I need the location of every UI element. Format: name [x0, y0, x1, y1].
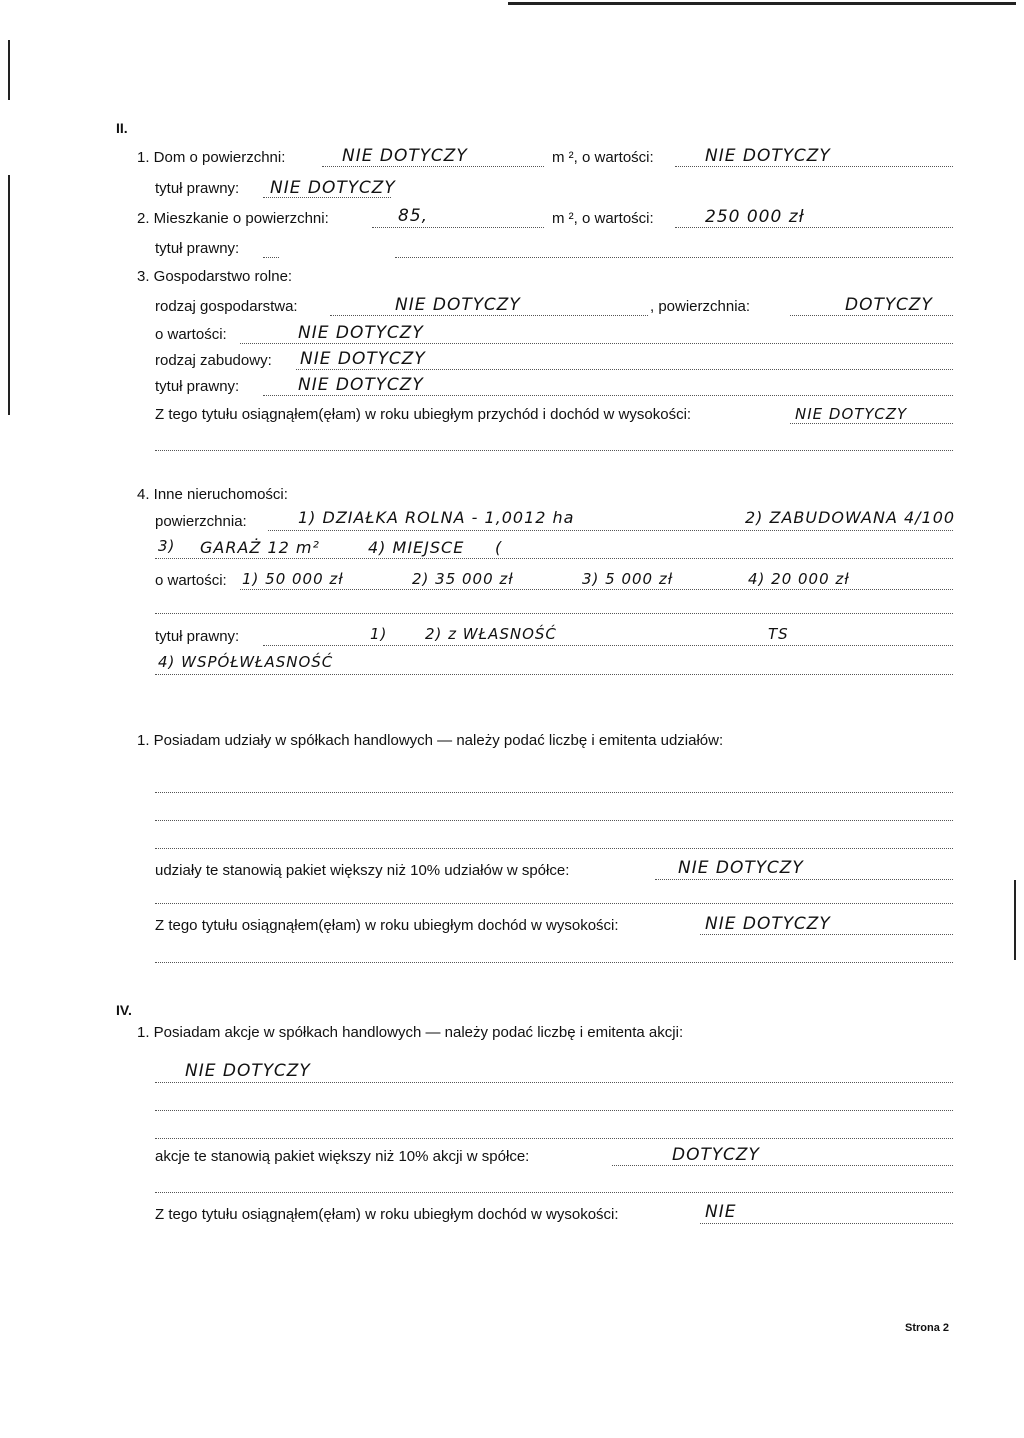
m2-label: m ², o wartości:	[552, 210, 654, 227]
dom-label: 1. Dom o powierzchni:	[137, 149, 286, 166]
wartosc-label: o wartości:	[155, 572, 227, 589]
page-number: Strona 2	[905, 1322, 950, 1334]
dom-wartosc-value: NIE DOTYCZY	[705, 146, 831, 166]
dom-powierzchnia-value: NIE DOTYCZY	[342, 146, 468, 166]
inne-wartosc-4: 4) 20 000 zł	[748, 570, 850, 588]
fill-line	[155, 962, 953, 963]
m2-label: m ², o wartości:	[552, 149, 654, 166]
powierzchnia-label: powierzchnia:	[155, 513, 247, 530]
fill-line	[268, 530, 953, 531]
powierzchnia-label: , powierzchnia:	[650, 298, 751, 315]
fill-line	[322, 166, 544, 167]
fill-line	[263, 395, 953, 396]
scan-edge-left	[8, 175, 10, 415]
fill-line	[155, 848, 953, 849]
inne-line2-prefix: 3)	[158, 537, 176, 555]
udzialy-dochod-value: NIE DOTYCZY	[705, 914, 831, 934]
fill-line	[240, 343, 953, 344]
inne-tytul-3: TS	[768, 625, 789, 643]
fill-line	[612, 1165, 953, 1166]
scan-edge-left	[8, 40, 10, 100]
fill-line	[675, 166, 953, 167]
dochod-label: Z tego tytułu osiągnąłem(ęłam) w roku ubiegłym przychód i dochód w wysokości:	[155, 406, 692, 423]
gospodarstwo-label: 3. Gospodarstwo rolne:	[137, 268, 293, 285]
inne-wartosc-1: 1) 50 000 zł	[242, 570, 344, 588]
gospodarstwo-tytul-value: NIE DOTYCZY	[298, 375, 424, 395]
rodzaj-gospodarstwa-value: NIE DOTYCZY	[395, 295, 521, 315]
scan-edge-right	[1014, 880, 1016, 960]
mieszkanie-wartosc-value: 250 000 zł	[705, 207, 805, 227]
fill-line	[155, 1138, 953, 1139]
inne-tytul-2: 2) z WŁASNOŚĆ	[425, 625, 557, 643]
gospodarstwo-wartosc-value: NIE DOTYCZY	[298, 323, 424, 343]
fill-line	[155, 792, 953, 793]
section-label-iv: IV.	[116, 1002, 132, 1018]
fill-line	[155, 450, 953, 451]
wartosc-label: o wartości:	[155, 326, 227, 343]
fill-line	[155, 1110, 953, 1111]
fill-line	[372, 227, 544, 228]
inne-miejsce-suffix: (	[495, 538, 503, 557]
akcje-value: NIE DOTYCZY	[185, 1061, 311, 1081]
akcje-pakiet-value: DOTYCZY	[672, 1145, 760, 1165]
inne-garaz-value: GARAŻ 12 m²	[200, 538, 320, 557]
fill-line	[263, 645, 953, 646]
fill-line	[296, 369, 953, 370]
tytul-label: tytuł prawny:	[155, 240, 240, 257]
fill-line	[790, 315, 953, 316]
dom-tytul-value: NIE DOTYCZY	[270, 178, 396, 198]
rodzaj-zabudowy-value: NIE DOTYCZY	[300, 349, 426, 369]
fill-line	[240, 589, 953, 590]
inne-wartosc-2: 2) 35 000 zł	[412, 570, 514, 588]
fill-line	[155, 613, 953, 614]
gospodarstwo-dochod-value: NIE DOTYCZY	[795, 405, 908, 423]
fill-line	[155, 674, 953, 675]
fill-line	[155, 1082, 953, 1083]
udzialy-pakiet-value: NIE DOTYCZY	[678, 858, 804, 878]
rodzaj-gospodarstwa-label: rodzaj gospodarstwa:	[155, 298, 298, 315]
fill-line	[155, 558, 953, 559]
fill-line	[700, 1223, 953, 1224]
akcje-label: 1. Posiadam akcje w spółkach handlowych — należy podać liczbę i emitenta akcji:	[137, 1024, 684, 1041]
tytul-label: tytuł prawny:	[155, 180, 240, 197]
mieszkanie-powierzchnia-value: 85,	[398, 206, 429, 226]
inne-powierzchnia-value-1: 1) DZIAŁKA ROLNA - 1,0012 ha	[298, 508, 575, 527]
gospodarstwo-powierzchnia-value: DOTYCZY	[845, 295, 933, 315]
tytul-label: tytuł prawny:	[155, 628, 240, 645]
udzialy-label: 1. Posiadam udziały w spółkach handlowych — należy podać liczbę i emitenta udziałów:	[137, 732, 724, 749]
fill-line	[263, 257, 279, 258]
scan-edge-top	[508, 2, 1016, 5]
fill-line	[155, 903, 953, 904]
inne-powierzchnia-value-2: 2) ZABUDOWANA 4/100	[745, 508, 956, 527]
udzialy-pakiet-label: udziały te stanowią pakiet większy niż 10% udziałów w spółce:	[155, 862, 570, 879]
fill-line	[675, 227, 953, 228]
inne-tytul-1: 1)	[370, 625, 388, 643]
fill-line	[155, 820, 953, 821]
rodzaj-zabudowy-label: rodzaj zabudowy:	[155, 352, 272, 369]
akcje-dochod-label: Z tego tytułu osiągnąłem(ęłam) w roku ubiegłym dochód w wysokości:	[155, 1206, 619, 1223]
udzialy-dochod-label: Z tego tytułu osiągnąłem(ęłam) w roku ubiegłym dochód w wysokości:	[155, 917, 619, 934]
inne-tytul-4: 4) WSPÓŁWŁASNOŚĆ	[158, 653, 334, 671]
tytul-label: tytuł prawny:	[155, 378, 240, 395]
inne-miejsce-value: 4) MIEJSCE	[368, 538, 465, 557]
akcje-pakiet-label: akcje te stanowią pakiet większy niż 10% akcji w spółce:	[155, 1148, 530, 1165]
inne-nieruchomosci-label: 4. Inne nieruchomości:	[137, 486, 288, 503]
section-label-ii: II.	[116, 120, 128, 136]
akcje-dochod-value: NIE	[705, 1202, 737, 1222]
fill-line	[655, 879, 953, 880]
fill-line	[700, 934, 953, 935]
mieszkanie-label: 2. Mieszkanie o powierzchni:	[137, 210, 329, 227]
fill-line	[395, 257, 953, 258]
inne-wartosc-3: 3) 5 000 zł	[582, 570, 674, 588]
fill-line	[155, 1192, 953, 1193]
fill-line	[330, 315, 648, 316]
